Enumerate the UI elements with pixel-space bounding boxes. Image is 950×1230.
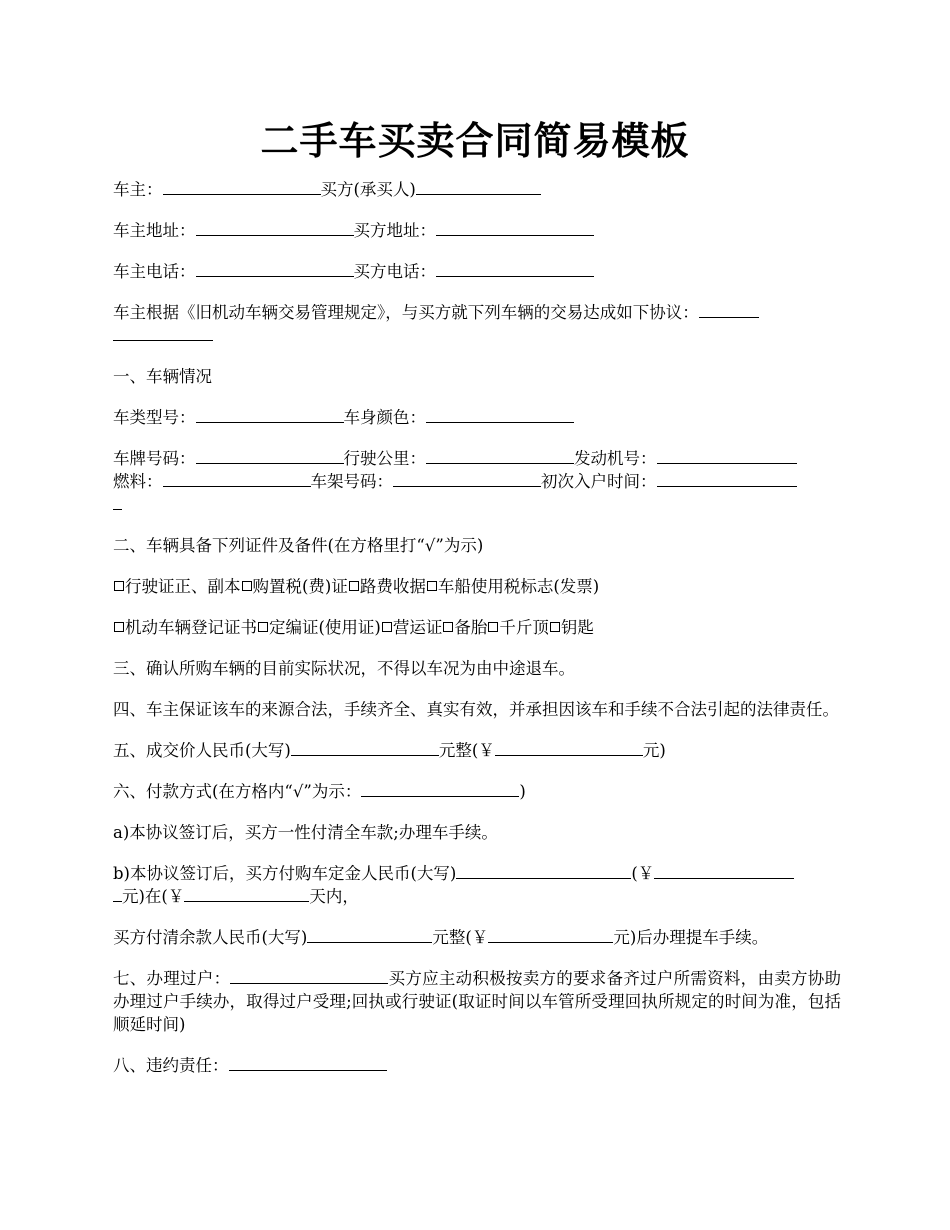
option-a-paragraph: a)本协议签订后，买方一性付清全车款;办理车手续。: [113, 823, 498, 842]
checkbox-vehicle-tax[interactable]: [427, 581, 437, 591]
checkbox-keys[interactable]: [550, 622, 560, 632]
balance-number-blank: [488, 926, 613, 943]
preamble-blank-2: [113, 324, 213, 341]
payment-method-blank: [361, 780, 519, 797]
first-registration-label: 初次入户时间：: [541, 472, 657, 491]
frame-number-label: 车架号码：: [310, 472, 393, 491]
first-registration-blank: [657, 470, 797, 487]
balance-end-label: 元)后办理提车手续。: [613, 928, 769, 947]
buyer-phone-blank: [436, 260, 594, 277]
frame-number-blank: [393, 470, 541, 487]
body-color-label: 车身颜色：: [343, 408, 426, 427]
preamble-blank-1: [699, 301, 759, 318]
price-end-label: 元): [642, 741, 666, 760]
payment-method-label: 六、付款方式(在方格内“√”为示：: [113, 782, 362, 801]
checkbox-driving-license[interactable]: [114, 581, 124, 591]
preamble-paragraph: [113, 301, 841, 347]
cert-purchase-tax: 购置税(费)证: [252, 577, 348, 596]
balance-yuan-label: 元整(￥: [432, 928, 489, 947]
buyer-label: 买方(承买人): [320, 180, 416, 199]
cert-row-2: [113, 616, 841, 639]
checkbox-registration-cert[interactable]: [114, 622, 124, 632]
preamble-text: 车主根据《旧机动车辆交易管理规定》，与买方就下列车辆的交易达成如下协议：: [113, 303, 699, 322]
buyer-phone-label: 买方电话：: [353, 262, 436, 281]
section-2-heading: 二、车辆具备下列证件及备件(在方格里打“√”为示): [113, 536, 484, 555]
mileage-blank: [426, 447, 574, 464]
fuel-line: [113, 470, 841, 516]
first-registration-tail-blank: [113, 493, 122, 510]
cert-operating: 营运证: [392, 618, 443, 637]
deposit-within-label: 元)在(￥: [122, 887, 185, 906]
transfer-blank: [230, 967, 388, 984]
section-7-paragraph: [113, 967, 841, 1036]
price-uppercase-label: 五、成交价人民币(大写): [113, 741, 291, 760]
breach-label: 八、违约责任：: [113, 1056, 229, 1075]
payment-method-end: ): [519, 782, 526, 801]
owner-label: 车主：: [113, 180, 163, 199]
vehicle-model-label: 车类型号：: [113, 408, 196, 427]
document-title: 二手车买卖合同简易模板: [260, 118, 690, 163]
cert-driving-license: 行驶证正、副本: [125, 577, 241, 596]
phone-line: [113, 260, 841, 283]
buyer-address-label: 买方地址：: [353, 221, 436, 240]
deposit-uppercase-blank: [456, 862, 631, 879]
cert-toll-receipt: 路费收据: [359, 577, 426, 596]
owner-phone-label: 车主电话：: [113, 262, 196, 281]
checkbox-operating-cert[interactable]: [382, 622, 392, 632]
option-b-paragraph: [113, 862, 841, 908]
parties-line: [113, 178, 841, 201]
owner-phone-blank: [196, 260, 354, 277]
checkbox-toll-receipt[interactable]: [349, 581, 359, 591]
balance-paragraph: [113, 926, 841, 949]
plate-number-label: 车牌号码：: [113, 449, 196, 468]
price-yuan-label: 元整(￥: [438, 741, 495, 760]
deposit-tail-blank: [113, 885, 122, 902]
checkbox-purchase-tax[interactable]: [242, 581, 252, 591]
transfer-text: 买方应主动积极按卖方的要求备齐过户所需资料，由卖方协助办理过户手续办，取得过户受理;回执或行驶证(取证时间以车管所受理回执所规定的时间为准，包括顺延时间): [113, 969, 842, 1034]
contract-body: [113, 178, 841, 1077]
engine-number-blank: [657, 447, 797, 464]
section-4-paragraph: 四、车主保证该车的来源合法，手续齐全、真实有效，并承担因该车和手续不合法引起的法律责任。: [113, 700, 839, 719]
vehicle-model-line: [113, 406, 841, 429]
fuel-label: 燃料：: [113, 472, 163, 491]
deposit-number-blank: [654, 862, 794, 879]
balance-label: 买方付清余款人民币(大写): [113, 928, 308, 947]
cert-keys: 钥匙: [560, 618, 594, 637]
deposit-number-label: (￥: [631, 864, 655, 883]
section-8-line: [113, 1054, 841, 1077]
plate-number-blank: [196, 447, 344, 464]
address-line: [113, 219, 841, 242]
deposit-label: b)本协议签订后，买方付购车定金人民币(大写): [113, 864, 457, 883]
breach-blank: [229, 1054, 387, 1071]
engine-number-label: 发动机号：: [574, 449, 657, 468]
body-color-blank: [426, 406, 574, 423]
checkbox-jack[interactable]: [488, 622, 498, 632]
owner-blank: [163, 178, 321, 195]
cert-quota: 定编证(使用证): [269, 618, 381, 637]
section-1-heading: 一、车辆情况: [113, 367, 212, 386]
deposit-days-blank: [184, 885, 309, 902]
balance-uppercase-blank: [307, 926, 432, 943]
buyer-address-blank: [436, 219, 594, 236]
buyer-blank: [416, 178, 541, 195]
owner-address-label: 车主地址：: [113, 221, 196, 240]
cert-spare-tire: 备胎: [454, 618, 488, 637]
mileage-label: 行驶公里：: [343, 449, 426, 468]
vehicle-model-blank: [196, 406, 344, 423]
transfer-label: 七、办理过户：: [113, 969, 231, 988]
cert-jack: 千斤顶: [499, 618, 549, 637]
owner-address-blank: [196, 219, 354, 236]
plate-line: [113, 447, 841, 470]
fuel-blank: [163, 470, 311, 487]
price-number-blank: [495, 739, 643, 756]
deposit-days-label: 天内，: [309, 887, 359, 906]
section-3-paragraph: 三、确认所购车辆的目前实际状况，不得以车况为由中途退车。: [113, 659, 575, 678]
section-6-line: [113, 780, 841, 803]
cert-registration: 机动车辆登记证书: [125, 618, 257, 637]
cert-vehicle-tax: 车船使用税标志(发票): [437, 577, 600, 596]
checkbox-spare-tire[interactable]: [443, 622, 453, 632]
checkbox-quota-cert[interactable]: [258, 622, 268, 632]
price-uppercase-blank: [291, 739, 439, 756]
section-5-line: [113, 739, 841, 762]
cert-row-1: [113, 575, 841, 598]
